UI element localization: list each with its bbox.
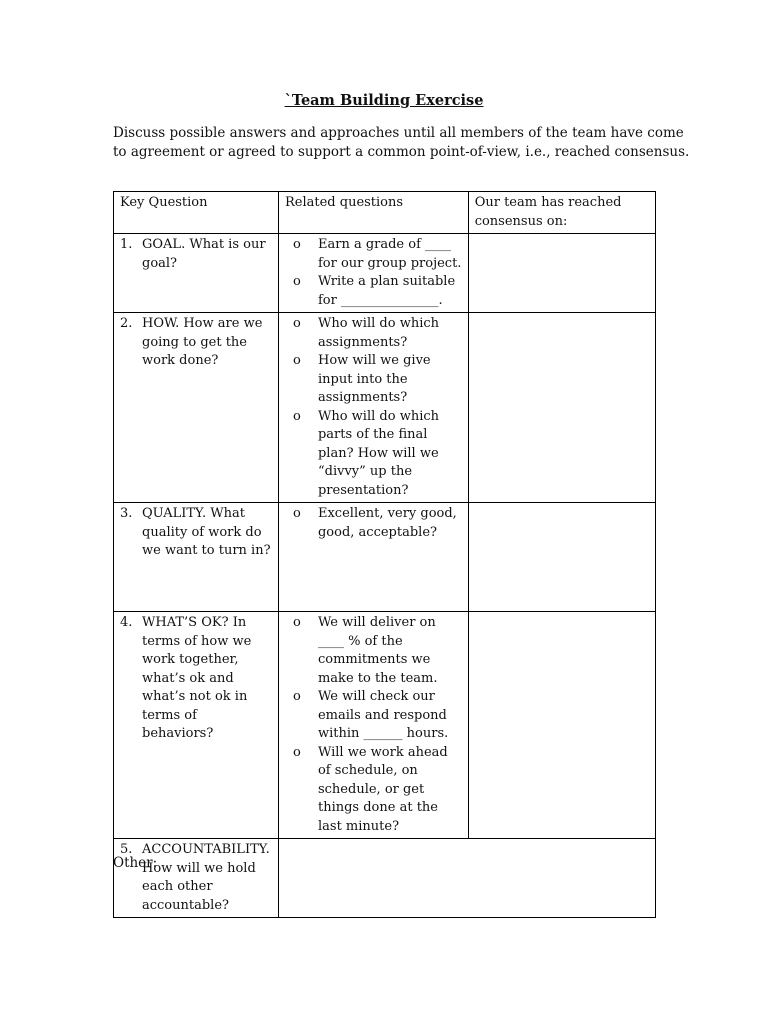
bullet-marker: o [292, 744, 301, 760]
key-question-cell [114, 234, 279, 313]
key-question-text: WHAT’S OK? In terms of how we work together, what’s ok and what’s not ok in terms of behaviors? [142, 615, 252, 741]
related-question-item: o Will we work ahead of schedule, on schedule, or get things done at the last minute? [293, 744, 462, 837]
team-building-table [113, 191, 656, 918]
row-number: 3. [120, 506, 133, 521]
intro-line: Discuss possible answers and approaches until all members of the team have come [113, 125, 684, 141]
related-questions-cell [278, 234, 468, 313]
bullet-marker: o [292, 274, 301, 289]
header-related-questions: Related questions [278, 192, 468, 234]
other-label: Other: [113, 855, 158, 871]
key-question-cell [114, 503, 279, 612]
related-question-item: o We will deliver on ____ % of the commitments we make to the team. [293, 614, 462, 688]
key-question-cell [114, 839, 279, 918]
related-question-item: o Earn a grade of ____ for our group project. [293, 236, 462, 273]
accountability-response-cell[interactable] [278, 839, 655, 918]
key-question-text: ACCOUNTABILITY. How will we hold each other accountable? [142, 842, 270, 913]
bullet-marker: o [292, 408, 301, 424]
row-number: 2. [120, 316, 133, 331]
bullet-marker: o [292, 237, 301, 252]
related-question-item: o We will check our emails and respond within ______ hours. [293, 688, 462, 744]
consensus-cell[interactable] [468, 503, 655, 612]
document-title: `Team Building Exercise [284, 92, 484, 109]
row-number: 5. [120, 842, 133, 857]
bullet-marker: o [292, 615, 301, 630]
related-question-item: o Who will do which parts of the final plan? How will we “divvy” up the presentation? [293, 408, 462, 501]
bullet-marker: o [292, 689, 301, 704]
key-question-cell [114, 612, 279, 839]
table-row [114, 612, 656, 839]
header-key-question: Key Question [114, 192, 279, 234]
related-question-item: o How will we give input into the assignments? [293, 352, 462, 408]
table-row [114, 313, 656, 503]
related-question-item: o Who will do which assignments? [293, 315, 462, 352]
intro-line: to agreement or agreed to support a common point-of-view, i.e., reached consensus. [113, 144, 690, 160]
key-question-text: HOW. How are we going to get the work done? [142, 316, 263, 368]
related-questions-cell [278, 503, 468, 612]
table-row [114, 234, 656, 313]
consensus-cell[interactable] [468, 234, 655, 313]
related-questions-cell [278, 313, 468, 503]
related-question-item: o Excellent, very good, good, acceptable? [293, 505, 462, 542]
bullet-marker: o [292, 506, 301, 521]
row-number: 4. [120, 615, 133, 630]
row-number: 1. [120, 237, 133, 252]
header-consensus: Our team has reached consensus on: [468, 192, 655, 234]
key-question-text: QUALITY. What quality of work do we want to turn in? [142, 506, 271, 558]
table-header-row [114, 192, 656, 234]
related-questions-cell [278, 612, 468, 839]
bullet-marker: o [292, 316, 301, 331]
key-question-text: GOAL. What is our goal? [142, 237, 266, 271]
table-row [114, 503, 656, 612]
consensus-cell[interactable] [468, 612, 655, 839]
bullet-marker: o [292, 353, 301, 368]
intro-paragraph [113, 124, 690, 162]
table-row [114, 839, 656, 918]
related-question-item: o Write a plan suitable for _______________. [293, 273, 462, 310]
key-question-cell [114, 313, 279, 503]
consensus-cell[interactable] [468, 313, 655, 503]
